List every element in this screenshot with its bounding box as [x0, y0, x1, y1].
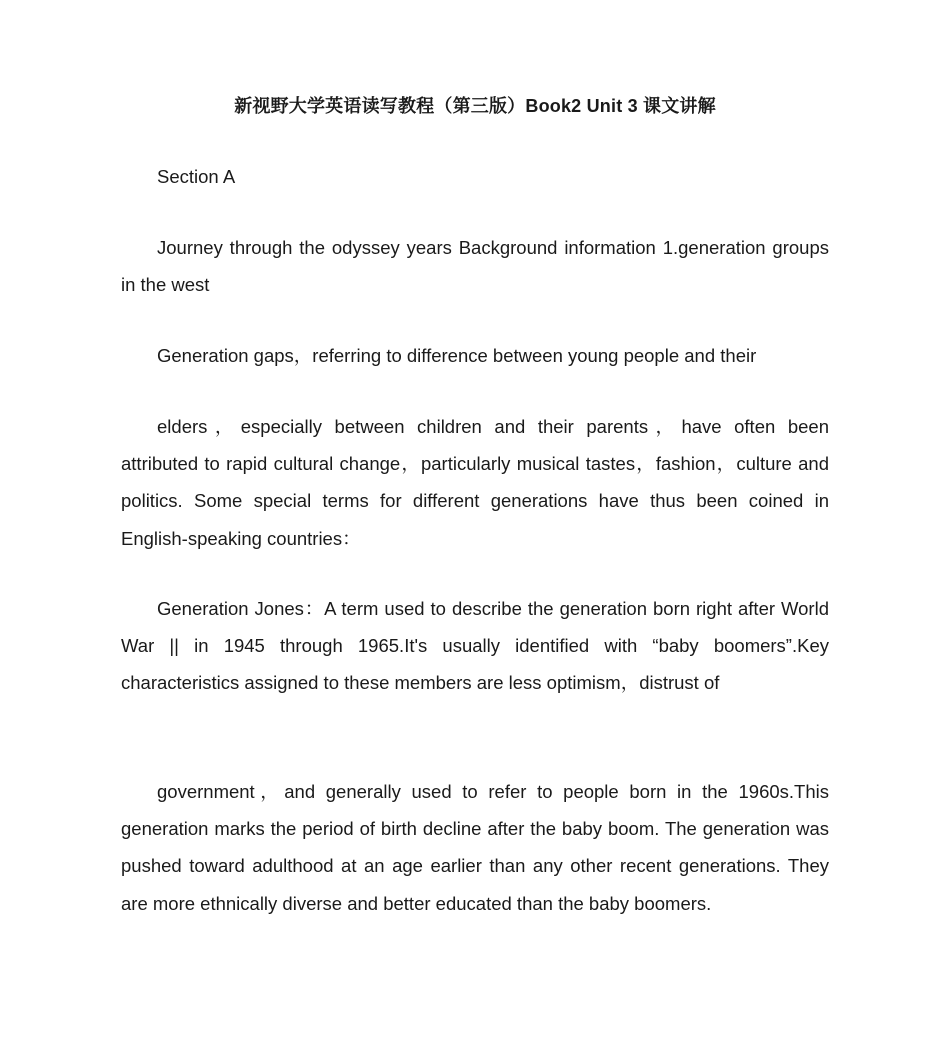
paragraph-generation-gaps: Generation gaps，referring to difference between young people and their — [157, 345, 757, 366]
paragraph-elders: elders，especially between children and their parents，have often been attributed to rapid cultural change，particularly musical tastes，fashion，culture and politics. Some special terms for different generations have thus been coined in English-speaking countries： — [121, 416, 829, 549]
paragraph-section-heading: Section A — [157, 166, 236, 187]
paragraph-government: government，and generally used to refer to people born in the 1960s.This generation marks the period of birth decline after the baby boom. The generation was pushed toward adulthood at an age earlier than any other recent generations. They are more ethnically diverse and better educated than the baby boomers. — [121, 781, 829, 914]
paragraph-generation-jones: Generation Jones：A term used to describe the generation born right after World War || in 1945 through 1965.It's usually identified with “baby boomers”.Key characteristics assigned to these members are less optimism，distrust of — [121, 598, 829, 694]
paragraph-background: Journey through the odyssey years Background information 1.generation groups in the west — [121, 237, 829, 296]
document-title: 新视野大学英语读写教程（第三版）Book2 Unit 3 课文讲解 — [234, 96, 716, 116]
